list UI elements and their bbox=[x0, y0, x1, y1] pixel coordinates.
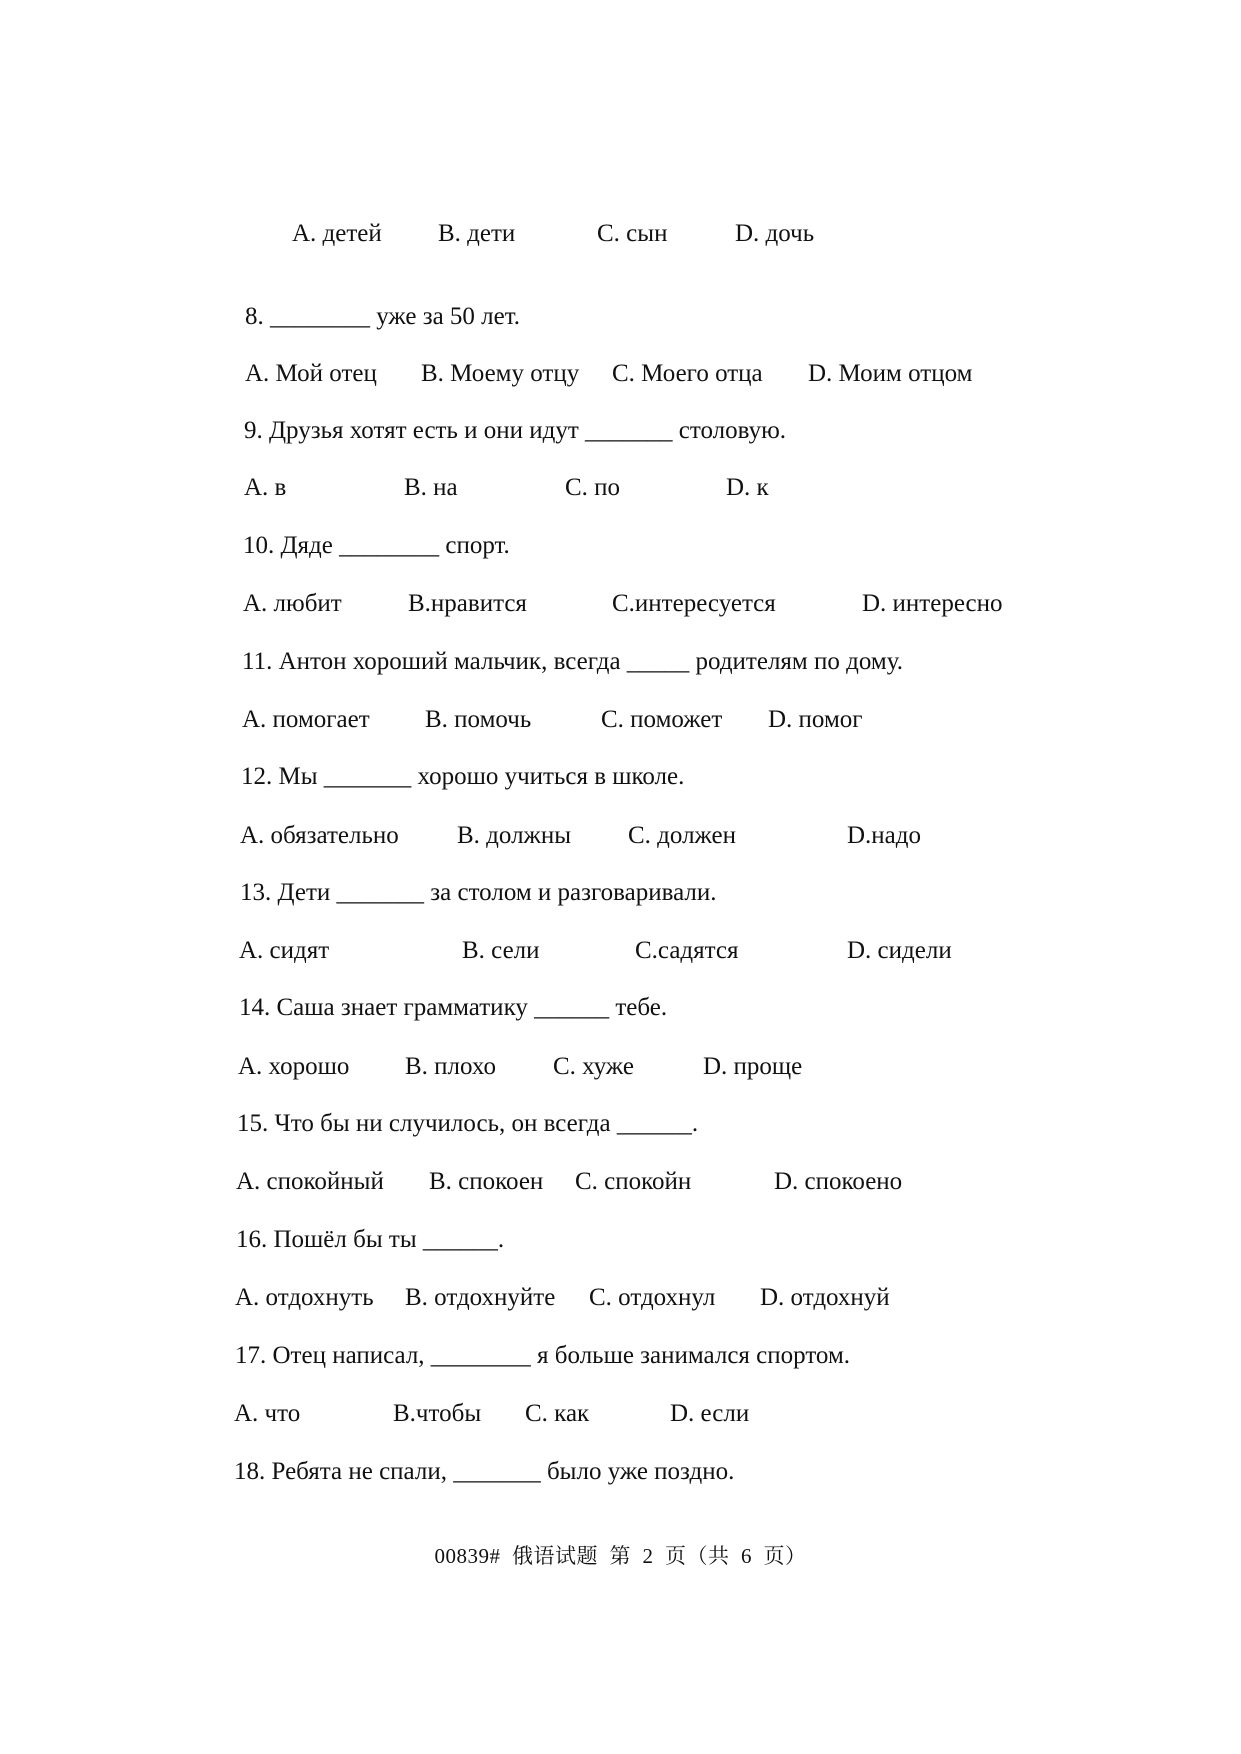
question-text: 16. Пошёл бы ты ______. bbox=[236, 1226, 505, 1253]
option-a: A. сидят bbox=[239, 937, 330, 964]
option-c: C. хуже bbox=[553, 1053, 634, 1080]
option-a: A. хорошо bbox=[238, 1053, 350, 1080]
option-c: C. Моего отца bbox=[612, 360, 763, 387]
option-a: A. детей bbox=[292, 220, 382, 247]
option-b: B.нравится bbox=[408, 590, 527, 617]
option-c: C. отдохнул bbox=[589, 1284, 716, 1311]
question-text: 18. Ребята не спали, _______ было уже поздно. bbox=[234, 1458, 735, 1485]
option-d: D. помог bbox=[768, 706, 863, 733]
option-a: A. спокойный bbox=[236, 1168, 384, 1195]
question-text: 11. Антон хороший мальчик, всегда _____ родителям по дому. bbox=[242, 648, 903, 675]
option-d: D. к bbox=[726, 474, 769, 501]
question-text: 8. ________ уже за 50 лет. bbox=[245, 303, 521, 330]
option-c: C.интересуется bbox=[612, 590, 776, 617]
option-a: A. Мой отец bbox=[245, 360, 377, 387]
option-c: C. поможет bbox=[601, 706, 723, 733]
question-text: 15. Что бы ни случилось, он всегда ______. bbox=[237, 1110, 699, 1137]
question-text: 17. Отец написал, ________ я больше занимался спортом. bbox=[235, 1342, 851, 1369]
page-footer: 00839# 俄语试题 第 2 页（共 6 页） bbox=[434, 1544, 807, 1568]
option-c: C. спокойн bbox=[575, 1168, 692, 1195]
option-d: D. сидели bbox=[847, 937, 952, 964]
question-text: 14. Саша знает грамматику ______ тебе. bbox=[239, 994, 668, 1021]
option-b: B.чтобы bbox=[393, 1400, 482, 1427]
option-d: D. спокоено bbox=[774, 1168, 903, 1195]
option-b: B. сели bbox=[462, 937, 540, 964]
option-a: A. обязательно bbox=[240, 822, 399, 849]
option-c: C. сын bbox=[597, 220, 668, 247]
option-d: D. дочь bbox=[735, 220, 815, 247]
option-c: C. как bbox=[525, 1400, 590, 1427]
option-a: A. помогает bbox=[242, 706, 370, 733]
option-b: B. дети bbox=[438, 220, 516, 247]
option-d: D. интересно bbox=[862, 590, 1003, 617]
option-a: A. в bbox=[244, 474, 287, 501]
option-a: A. что bbox=[234, 1400, 301, 1427]
option-b: B. спокоен bbox=[429, 1168, 544, 1195]
question-text: 12. Мы _______ хорошо учиться в школе. bbox=[241, 763, 685, 790]
option-b: B. Моему отцу bbox=[421, 360, 580, 387]
option-b: B. плохо bbox=[405, 1053, 496, 1080]
option-d: D. проще bbox=[703, 1053, 803, 1080]
option-a: A. отдохнуть bbox=[235, 1284, 374, 1311]
option-d: D. если bbox=[670, 1400, 750, 1427]
option-c: C. по bbox=[565, 474, 621, 501]
option-b: B. отдохнуйте bbox=[405, 1284, 556, 1311]
option-b: B. должны bbox=[457, 822, 571, 849]
option-d: D. Моим отцом bbox=[808, 360, 973, 387]
question-text: 13. Дети _______ за столом и разговаривали. bbox=[240, 879, 717, 906]
option-d: D. отдохнуй bbox=[760, 1284, 890, 1311]
option-b: B. на bbox=[404, 474, 458, 501]
option-c: C.садятся bbox=[635, 937, 739, 964]
question-text: 9. Друзья хотят есть и они идут _______ столовую. bbox=[244, 417, 787, 444]
option-b: B. помочь bbox=[425, 706, 532, 733]
option-d: D.надо bbox=[847, 822, 921, 849]
option-c: C. должен bbox=[628, 822, 736, 849]
option-a: A. любит bbox=[243, 590, 342, 617]
question-text: 10. Дяде ________ спорт. bbox=[243, 532, 510, 559]
